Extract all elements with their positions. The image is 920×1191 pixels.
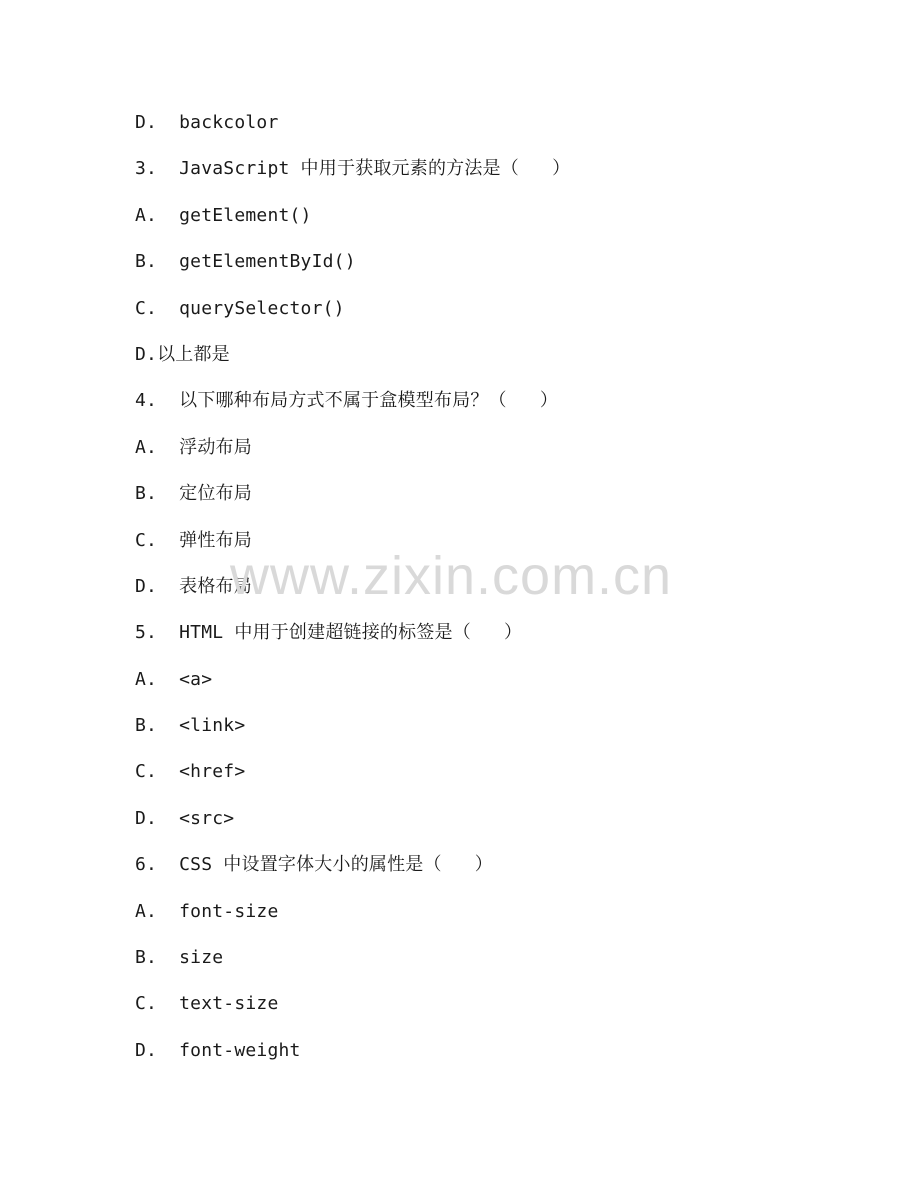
question-line: 4. 以下哪种布局方式不属于盒模型布局？（ ） [135, 390, 559, 412]
option-line: A. font-size [135, 900, 279, 922]
question-line: 5. HTML 中用于创建超链接的标签是（ ） [135, 622, 523, 644]
question-line: 6. CSS 中设置字体大小的属性是（ ） [135, 854, 494, 876]
option-line: D. backcolor [135, 112, 279, 133]
question-list [135, 108, 835, 1082]
question-line: 3. JavaScript 中用于获取元素的方法是（ ） [135, 158, 571, 180]
option-line: D. font-weight [135, 1039, 301, 1061]
option-line: B. 定位布局 [135, 483, 252, 505]
watermark: www.zixin.com.cn [230, 546, 673, 606]
option-line: C. querySelector() [135, 297, 345, 319]
option-line: B. <link> [135, 715, 246, 737]
option-line: C. <href> [135, 761, 246, 783]
option-line: A. 浮动布局 [135, 436, 252, 458]
option-line: D. 表格布局 [135, 575, 252, 597]
option-line: D. <src> [135, 807, 235, 829]
option-line: B. size [135, 947, 224, 969]
option-line: B. getElementById() [135, 251, 356, 273]
option-line: C. 弹性布局 [135, 529, 252, 551]
option-line: A. getElement() [135, 204, 312, 226]
option-line: C. text-size [135, 993, 279, 1015]
option-line: D.以上都是 [135, 343, 230, 365]
option-line: A. <a> [135, 668, 213, 690]
